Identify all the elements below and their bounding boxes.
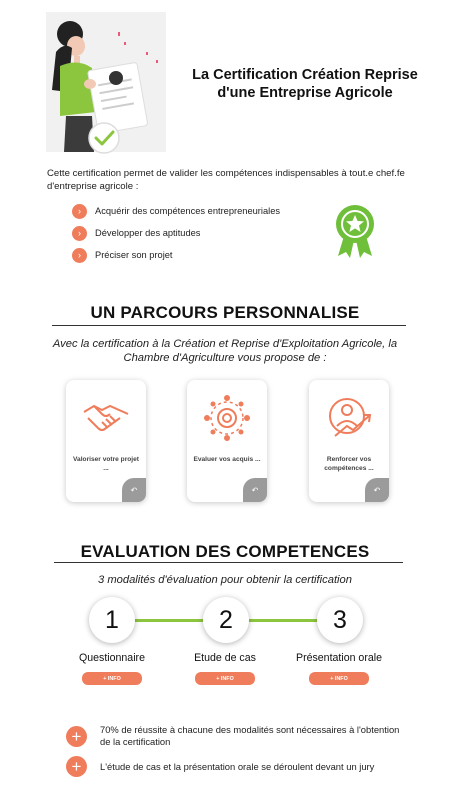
flip-card-icon[interactable]: ↶ [243,478,267,502]
title-text: fication [246,67,302,83]
step-number: 3 [317,597,363,643]
card-label: Renforcer vos compétences ... [324,456,374,472]
chevron-right-icon: › [72,226,87,241]
parcours-subtitle: Avec la certification à la Création et Reprise d'Exploitation Agricole, la Chambre d'Agriculture vous propose de : [52,338,398,364]
flip-card-icon[interactable]: ↶ [365,478,389,502]
parcours-title: UN PARCOURS PERSONNALISE [90,303,360,322]
intro-text: Cette certification permet de valider les compétences indispensables à tout.e chef.fe d'entreprise agricole : [47,168,405,192]
step-number: 1 [89,597,135,643]
benefit-label: Développer des aptitudes [95,228,201,238]
info-button-questionnaire[interactable]: + INFO [82,672,142,685]
title-bold-letter: E [259,85,270,101]
hero-section [0,0,450,160]
chevron-right-icon: › [72,248,87,263]
page-title [180,66,430,102]
evaluation-divider [54,562,403,563]
benefit-label: Préciser son projet [95,250,173,260]
chevron-right-icon: › [72,204,87,219]
title-text: eprise [375,67,418,83]
benefit-item [72,200,280,222]
benefit-label: Acquérir des compétences entrepreneuriales [95,206,281,216]
title-bold-letter: C [301,67,313,83]
title-text: gricole [345,85,393,101]
card-label: Evaluer vos acquis ... [193,456,261,463]
step-label-etude: Etude de cas [194,652,256,664]
title-bold-letter: Certi [213,67,247,83]
benefit-item [72,244,280,266]
flip-card-icon[interactable]: ↶ [122,478,146,502]
title-text: d'une [217,85,260,101]
title-bold-letter: A [334,85,346,101]
growth-person-icon [323,392,375,444]
evaluation-title: EVALUATION DES COMPETENCES [80,542,370,561]
benefit-item [72,222,280,244]
person-document-illustration-icon [46,12,166,158]
handshake-icon [80,392,132,444]
info-button-presentation[interactable]: + INFO [309,672,369,685]
network-target-icon [201,392,253,444]
plus-icon: + [66,756,87,777]
parcours-card-evaluer[interactable] [187,380,267,502]
step-label-presentation: Présentation orale [296,652,382,664]
title-text: ntreprise [269,85,335,101]
card-label: Valoriser votre projet ... [73,456,139,472]
note-text: 70% de réussite à chacune des modalités sont nécessaires à l'obtention de la certification [100,724,400,747]
parcours-divider [52,325,406,326]
evaluation-subtitle: 3 modalités d'évaluation pour obtenir la certification [97,574,352,586]
evaluation-note [66,724,410,748]
title-text: réation [312,67,365,83]
parcours-card-renforcer[interactable] [309,380,389,502]
parcours-card-valoriser[interactable] [66,380,146,502]
title-bold-letter: R [364,67,376,83]
step-label-questionnaire: Questionnaire [79,652,145,664]
award-badge-icon [330,202,380,258]
note-text: L'étude de cas et la présentation orale se déroulent devant un jury [100,760,375,772]
title-text: La [192,67,214,83]
title-line-2 [217,85,392,101]
evaluation-note [66,756,410,777]
step-number: 2 [203,597,249,643]
info-button-etude[interactable]: + INFO [195,672,255,685]
title-line-1 [192,67,418,83]
benefits-list [72,200,280,266]
plus-icon: + [66,726,87,747]
